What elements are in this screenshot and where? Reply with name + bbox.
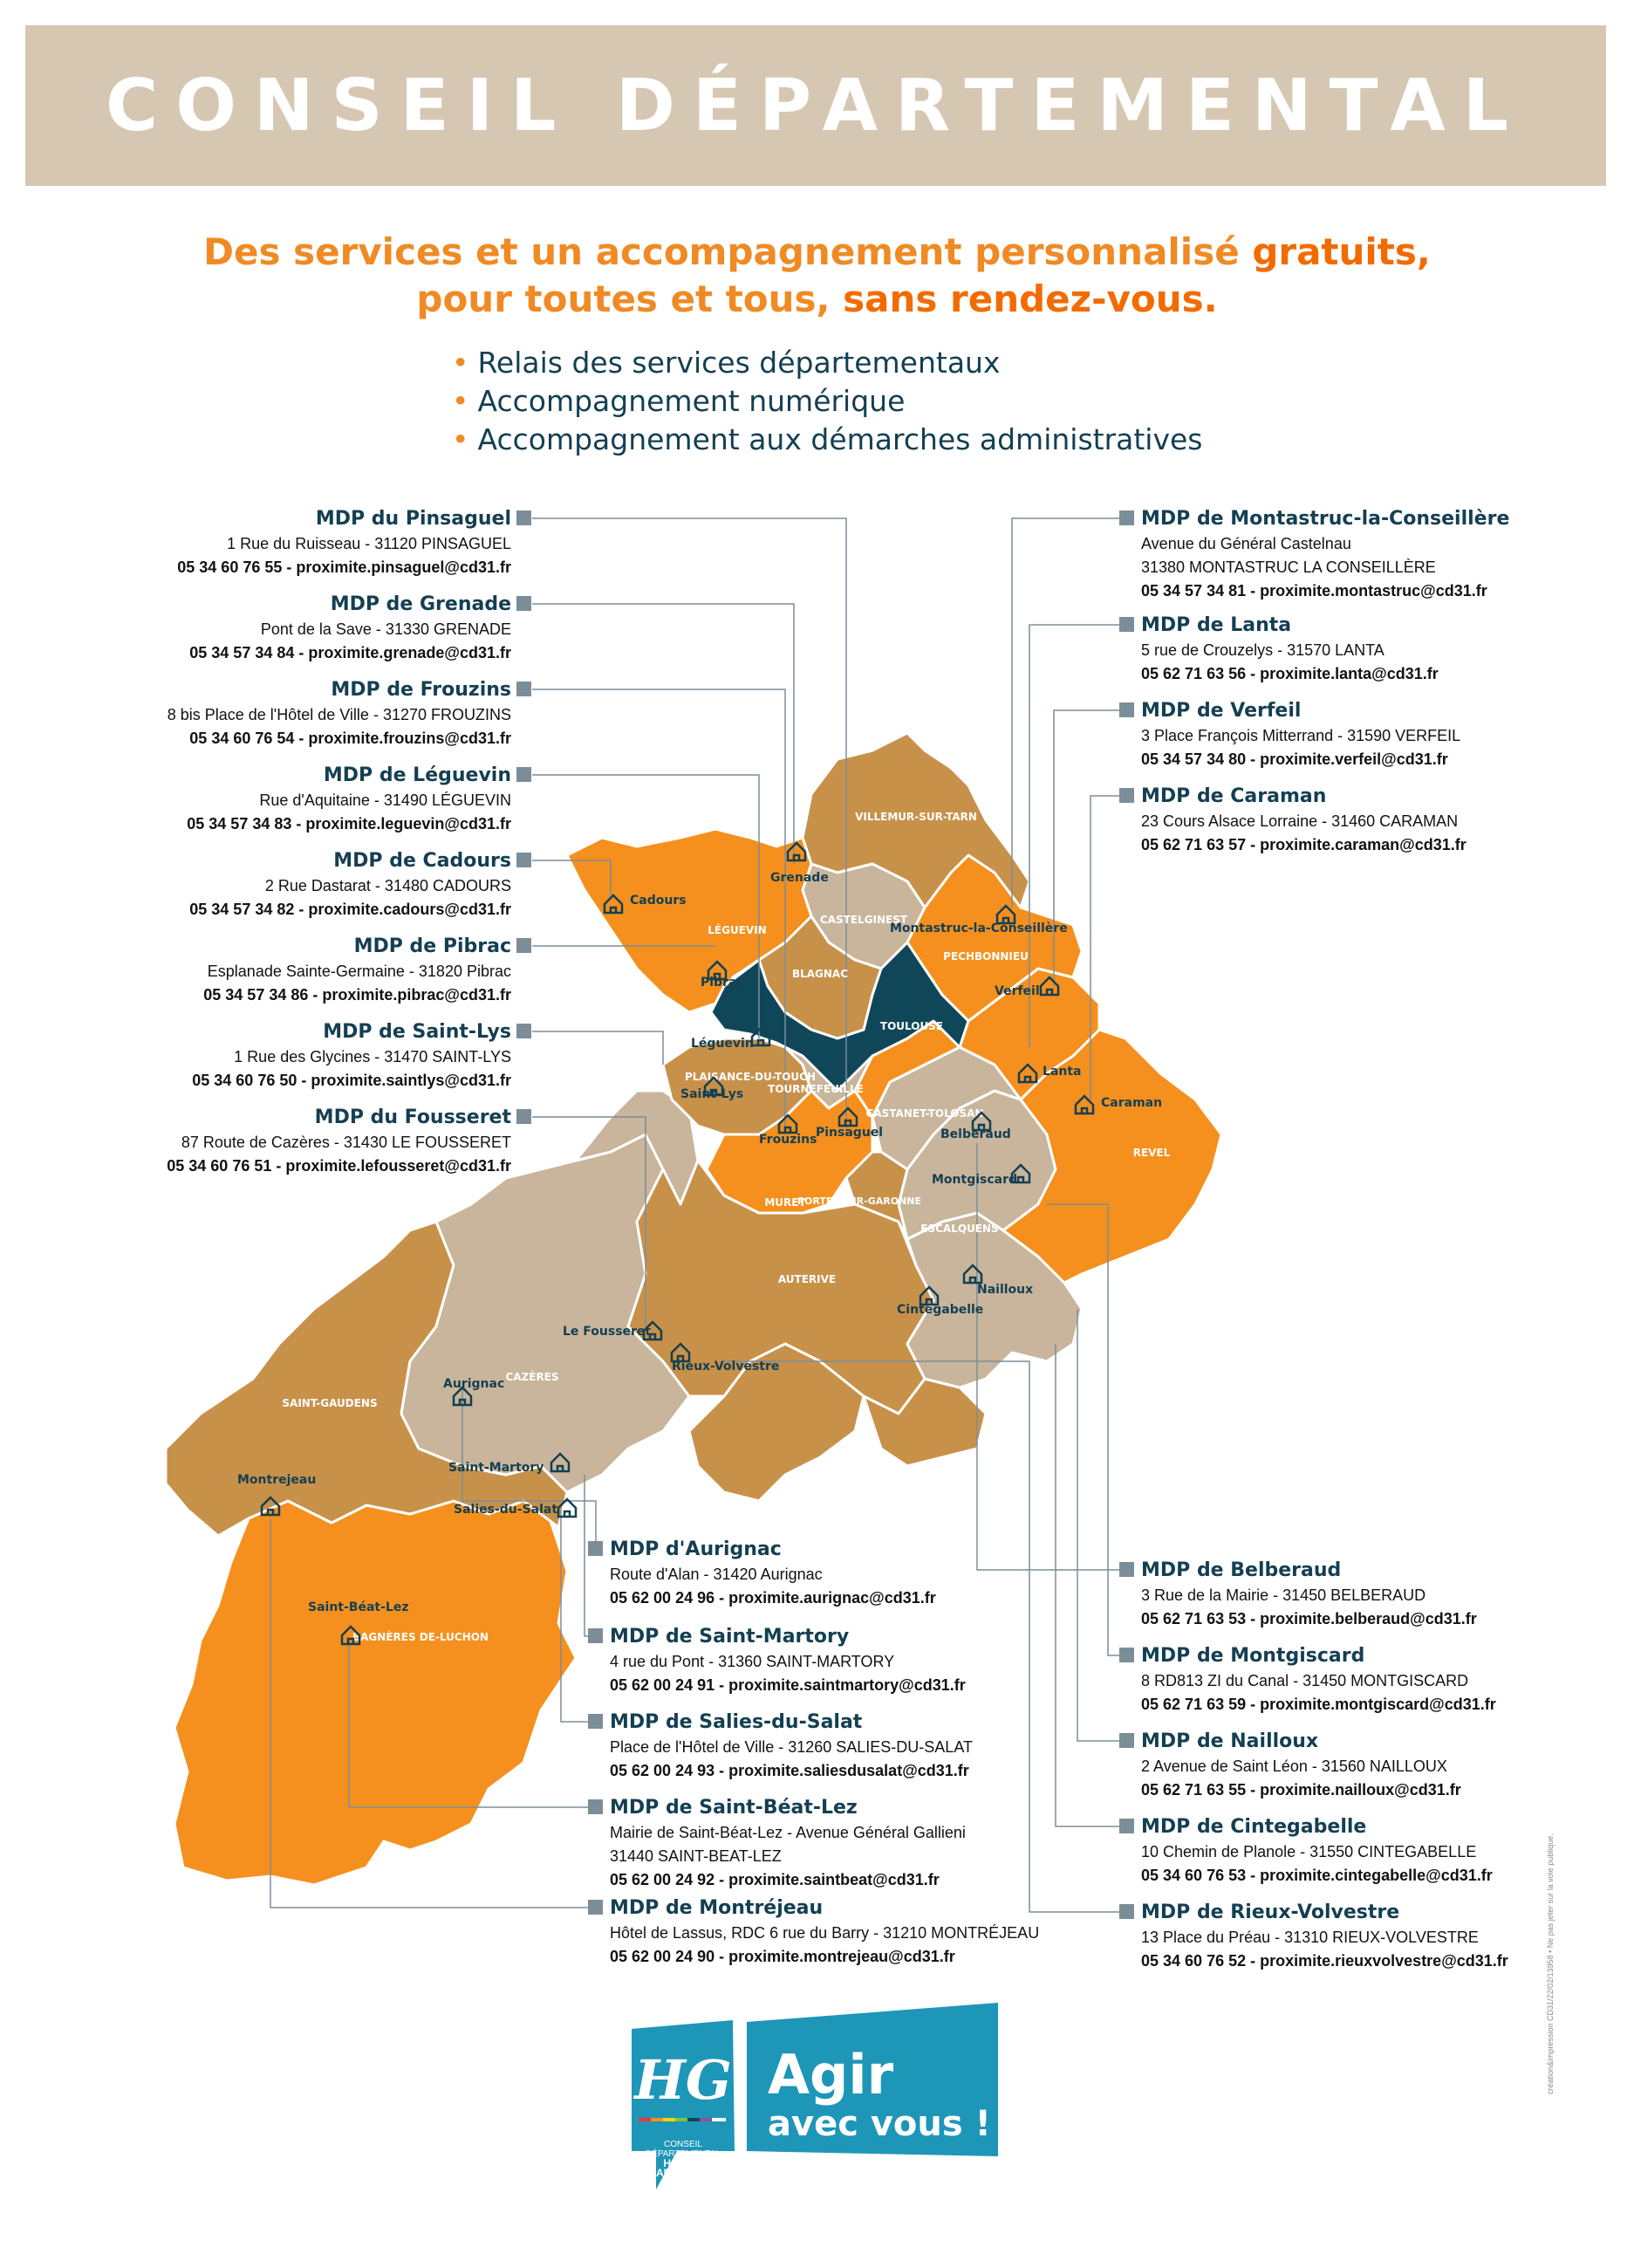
- mdp-card-saint-beat: [588, 1795, 1111, 1892]
- mdp-contact: 05 34 60 76 50 - proximite.saintlys@cd31.fr: [192, 1072, 511, 1089]
- mdp-contact: 05 62 00 24 96 - proximite.aurignac@cd31.fr: [610, 1589, 936, 1607]
- slogan-line-1-text: Des services et un accompagnement personnalisé: [203, 230, 1253, 273]
- zone-shape-bagneres: [174, 1501, 576, 1885]
- mdp-contact: 05 34 60 76 55 - proximite.pinsaguel@cd31.fr: [177, 558, 511, 576]
- square-marker-icon: [516, 510, 531, 525]
- mdp-card-pinsaguel: [0, 506, 531, 579]
- mdp-contact: 05 62 00 24 90 - proximite.montrejeau@cd31.fr: [610, 1948, 955, 1965]
- square-marker-icon: [588, 1541, 603, 1556]
- service-item: • Accompagnement numérique: [452, 382, 1203, 421]
- mdp-contact: 05 34 60 76 53 - proximite.cintegabelle@cd31.fr: [1141, 1867, 1493, 1884]
- mdp-title: MDP du Fousseret: [314, 1107, 511, 1128]
- service-item: • Relais des services départementaux: [452, 344, 1203, 382]
- place-label: Nailloux: [977, 1283, 1034, 1297]
- square-marker-icon: [516, 767, 531, 782]
- mdp-contact: 05 34 57 34 81 - proximite.montastruc@cd31.fr: [1141, 582, 1487, 600]
- mdp-contact: 05 34 57 34 86 - proximite.pibrac@cd31.fr: [203, 986, 511, 1004]
- zone-label: PORTET-SUR-GARONNE: [796, 1196, 922, 1207]
- mdp-card-lanta: [1119, 613, 1634, 686]
- hg-logo-text: [632, 2140, 735, 2178]
- mdp-title: MDP de Cadours: [333, 850, 511, 872]
- zone-label: PLAISANCE-DU-TOUCH: [684, 1071, 817, 1083]
- mdp-card-saint-martory: [588, 1624, 1111, 1697]
- zone-label: TOURNEFEUILLE: [768, 1083, 864, 1095]
- square-marker-icon: [516, 1109, 531, 1124]
- mdp-address: Avenue du Général Castelnau: [1141, 535, 1351, 552]
- square-marker-icon: [588, 1799, 603, 1814]
- zone-label: MURET: [764, 1196, 806, 1209]
- mdp-title: MDP de Frouzins: [331, 679, 511, 701]
- mdp-title: MDP de Cintegabelle: [1141, 1816, 1367, 1838]
- place-label: Saint-Béat-Lez: [308, 1600, 409, 1614]
- zone-label: ESCALQUENS: [920, 1223, 999, 1235]
- connector-saint-lys: [532, 1031, 663, 1065]
- mdp-address: 3 Place François Mitterrand - 31590 VERFEIL: [1141, 727, 1461, 744]
- hg-logo-line-1: CONSEIL DÉPARTEMENTAL: [645, 2140, 721, 2159]
- place-label: Saint-Martory: [448, 1461, 544, 1475]
- zone-label: VILLEMUR-SUR-TARN: [855, 811, 977, 823]
- mdp-title: MDP de Montréjeau: [610, 1897, 824, 1919]
- zone-label: LÉGUEVIN: [708, 924, 767, 936]
- mdp-address: Mairie de Saint-Béat-Lez - Avenue Général Gallieni: [610, 1824, 966, 1841]
- mdp-address: Rue d'Aquitaine - 31490 LÉGUEVIN: [259, 791, 511, 809]
- agir-text: [768, 2043, 991, 2144]
- mdp-contact: 05 62 71 63 57 - proximite.caraman@cd31.fr: [1141, 836, 1466, 853]
- mdp-card-grenade: [0, 592, 531, 665]
- mdp-contact: 05 62 71 63 56 - proximite.lanta@cd31.fr: [1141, 665, 1439, 682]
- mdp-contact: 05 62 00 24 92 - proximite.saintbeat@cd31.fr: [610, 1871, 940, 1888]
- mdp-contact: 05 34 57 34 84 - proximite.grenade@cd31.fr: [189, 644, 511, 661]
- square-marker-icon: [1119, 1819, 1134, 1833]
- square-marker-icon: [516, 596, 531, 611]
- page-title: CONSEIL DÉPARTEMENTAL: [106, 64, 1526, 147]
- connector-grenade: [532, 604, 794, 864]
- mdp-address: 5 rue de Crouzelys - 31570 LANTA: [1141, 641, 1384, 659]
- square-marker-icon: [1119, 1562, 1134, 1577]
- agir-line-2: avec vous !: [768, 2104, 991, 2144]
- mdp-contact: 05 62 71 63 59 - proximite.montgiscard@cd31.fr: [1141, 1696, 1496, 1713]
- place-label: Lanta: [1043, 1065, 1082, 1079]
- mdp-address: 1 Rue du Ruisseau - 31120 PINSAGUEL: [227, 535, 511, 552]
- mdp-address: 1 Rue des Glycines - 31470 SAINT-LYS: [234, 1048, 511, 1065]
- service-item: • Accompagnement aux démarches administratives: [452, 421, 1203, 459]
- mdp-title: MDP de Grenade: [330, 593, 511, 615]
- mdp-title: MDP de Belberaud: [1141, 1559, 1342, 1581]
- square-marker-icon: [516, 682, 531, 696]
- mdp-card-salies: [588, 1710, 1111, 1783]
- mdp-card-verfeil: [1119, 698, 1634, 771]
- mdp-address: 31380 MONTASTRUC LA CONSEILLÈRE: [1141, 558, 1436, 576]
- mdp-title: MDP de Montgiscard: [1141, 1645, 1365, 1667]
- zone-label: REVEL: [1132, 1147, 1171, 1159]
- place-label: Cintegabelle: [897, 1303, 984, 1317]
- square-marker-icon: [1119, 617, 1134, 632]
- place-label: Salies-du-Salat: [454, 1503, 558, 1517]
- square-marker-icon: [588, 1628, 603, 1643]
- place-label: Léguevin: [691, 1037, 754, 1051]
- print-note: création&impression CD31/22/02/13958 • Ne pas jeter sur la voie publique.: [1546, 1833, 1555, 2094]
- mdp-address: 87 Route de Cazères - 31430 LE FOUSSERET: [181, 1134, 511, 1151]
- mdp-title: MDP de Nailloux: [1141, 1730, 1319, 1752]
- mdp-address: 10 Chemin de Planole - 31550 CINTEGABELLE: [1141, 1843, 1477, 1860]
- square-marker-icon: [1119, 702, 1134, 717]
- zone-label: BLAGNAC: [791, 968, 849, 980]
- mdp-title: MDP de Saint-Martory: [610, 1626, 850, 1648]
- mdp-title: MDP de Lanta: [1141, 614, 1292, 636]
- mdp-address: Hôtel de Lassus, RDC 6 rue du Barry - 31210 MONTRÉJEAU: [610, 1924, 1040, 1942]
- place-label: Montastruc-la-Conseillère: [890, 922, 1068, 935]
- square-marker-icon: [1119, 788, 1134, 803]
- mdp-contact: 05 62 71 63 55 - proximite.nailloux@cd31.fr: [1141, 1781, 1461, 1799]
- mdp-address: Place de l'Hôtel de Ville - 31260 SALIES-DU-SALAT: [610, 1738, 973, 1756]
- zone-label: AUTERIVE: [777, 1273, 837, 1285]
- mdp-title: MDP de Verfeil: [1141, 700, 1302, 722]
- place-label: Grenade: [770, 871, 829, 885]
- mdp-title: MDP de Pibrac: [353, 935, 511, 957]
- agir-line-1: Agir: [768, 2043, 894, 2107]
- slogan-emphasis-sans-rdv: sans rendez-vous.: [843, 278, 1218, 320]
- mdp-title: MDP de Saint-Lys: [323, 1021, 511, 1043]
- place-label: Cadours: [630, 894, 687, 908]
- zone-label: BAGNÈRES DE-LUCHON: [352, 1631, 489, 1643]
- zone-label: CASTELGINEST: [819, 914, 908, 926]
- mdp-contact: 05 34 60 76 52 - proximite.rieuxvolvestre@cd31.fr: [1141, 1952, 1508, 1970]
- place-label: Rieux-Volvestre: [672, 1360, 780, 1374]
- mdp-address: 23 Cours Alsace Lorraine - 31460 CARAMAN: [1141, 812, 1459, 830]
- mdp-card-leguevin: [0, 763, 531, 836]
- mdp-address: 8 RD813 ZI du Canal - 31450 MONTGISCARD: [1141, 1672, 1469, 1689]
- zone-label: CAZÈRES: [505, 1371, 559, 1383]
- place-label: Verfeil: [995, 984, 1040, 998]
- mdp-card-montastruc: [1119, 506, 1634, 603]
- mdp-address: 2 Rue Dastarat - 31480 CADOURS: [264, 877, 511, 894]
- zone-label: PECHBONNIEU: [943, 950, 1029, 963]
- hg-logo-line-2: HAUTE-GARONNE.FR: [647, 2157, 719, 2179]
- zone-label: CASTANET-TOLOSAN: [865, 1107, 984, 1120]
- mdp-card-aurignac: [588, 1537, 1111, 1610]
- mdp-title: MDP d'Aurignac: [610, 1538, 782, 1560]
- square-marker-icon: [516, 938, 531, 953]
- mdp-address: Route d'Alan - 31420 Aurignac: [610, 1566, 823, 1583]
- place-label: Le Fousseret: [563, 1325, 652, 1339]
- mdp-card-belberaud: [1119, 1558, 1634, 1631]
- mdp-address: Pont de la Save - 31330 GRENADE: [260, 620, 511, 638]
- mdp-card-pibrac: [0, 934, 531, 1007]
- mdp-contact: 05 34 60 76 54 - proximite.frouzins@cd31.fr: [189, 730, 511, 747]
- square-marker-icon: [516, 1024, 531, 1038]
- square-marker-icon: [1119, 1904, 1134, 1919]
- mdp-address: 13 Place du Préau - 31310 RIEUX-VOLVESTRE: [1141, 1929, 1479, 1946]
- mdp-address: 31440 SAINT-BEAT-LEZ: [610, 1847, 782, 1865]
- mdp-address: 3 Rue de la Mairie - 31450 BELBERAUD: [1141, 1586, 1426, 1604]
- mdp-title: MDP du Pinsaguel: [315, 508, 511, 530]
- zone-label: SAINT-GAUDENS: [282, 1397, 378, 1409]
- place-label: Saint-Lys: [680, 1087, 744, 1101]
- place-label: Belberaud: [940, 1127, 1011, 1141]
- mdp-card-frouzins: [0, 677, 531, 750]
- slogan-emphasis-gratuits: gratuits,: [1252, 230, 1431, 273]
- mdp-contact: 05 34 57 34 83 - proximite.leguevin@cd31.fr: [187, 815, 511, 833]
- mdp-contact: 05 34 57 34 82 - proximite.cadours@cd31.fr: [189, 901, 511, 918]
- mdp-card-montgiscard: [1119, 1643, 1634, 1716]
- mdp-address: 4 rue du Pont - 31360 SAINT-MARTORY: [610, 1653, 895, 1670]
- square-marker-icon: [588, 1714, 603, 1729]
- place-label: Montrejeau: [237, 1473, 317, 1487]
- place-label: Pibrac: [701, 976, 744, 990]
- place-label: Montgiscard: [932, 1173, 1018, 1187]
- mdp-card-montrejeau: [588, 1895, 1111, 1969]
- mdp-title: MDP de Montastruc-la-Conseillère: [1141, 508, 1510, 530]
- place-label: Aurignac: [443, 1377, 505, 1391]
- place-label: Pinsaguel: [816, 1126, 884, 1140]
- mdp-title: MDP de Léguevin: [323, 764, 511, 786]
- mdp-title: MDP de Rieux-Volvestre: [1141, 1901, 1400, 1923]
- place-label: Frouzins: [759, 1133, 817, 1147]
- mdp-contact: 05 34 60 76 51 - proximite.lefousseret@cd31.fr: [167, 1157, 511, 1175]
- zone-label: TOULOUSE: [879, 1020, 944, 1032]
- hg-logo-mark: HG: [634, 2048, 732, 2112]
- square-marker-icon: [1119, 510, 1134, 525]
- mdp-contact: 05 62 00 24 91 - proximite.saintmartory@cd31.fr: [610, 1676, 966, 1694]
- mdp-title: MDP de Saint-Béat-Lez: [610, 1797, 858, 1819]
- mdp-card-nailloux: [1119, 1729, 1634, 1802]
- mdp-contact: 05 34 57 34 80 - proximite.verfeil@cd31.fr: [1141, 750, 1448, 768]
- mdp-title: MDP de Salies-du-Salat: [610, 1711, 863, 1733]
- mdp-contact: 05 62 00 24 93 - proximite.saliesdusalat@cd31.fr: [610, 1762, 969, 1779]
- mdp-card-fousseret: [0, 1105, 531, 1178]
- square-marker-icon: [516, 853, 531, 867]
- mdp-address: 2 Avenue de Saint Léon - 31560 NAILLOUX: [1141, 1758, 1447, 1775]
- square-marker-icon: [588, 1900, 603, 1915]
- mdp-address: Esplanade Sainte-Germaine - 31820 Pibrac: [207, 963, 511, 980]
- mdp-card-cadours: [0, 848, 531, 922]
- mdp-address: 8 bis Place de l'Hôtel de Ville - 31270 FROUZINS: [167, 706, 511, 723]
- slogan-line-2-text: pour toutes et tous,: [416, 278, 844, 320]
- mdp-card-saint-lys: [0, 1019, 531, 1093]
- square-marker-icon: [1119, 1648, 1134, 1662]
- mdp-contact: 05 62 71 63 53 - proximite.belberaud@cd31.fr: [1141, 1610, 1477, 1627]
- mdp-card-caraman: [1119, 784, 1634, 857]
- mdp-title: MDP de Caraman: [1141, 785, 1327, 807]
- square-marker-icon: [1119, 1733, 1134, 1748]
- place-label: Caraman: [1101, 1096, 1163, 1110]
